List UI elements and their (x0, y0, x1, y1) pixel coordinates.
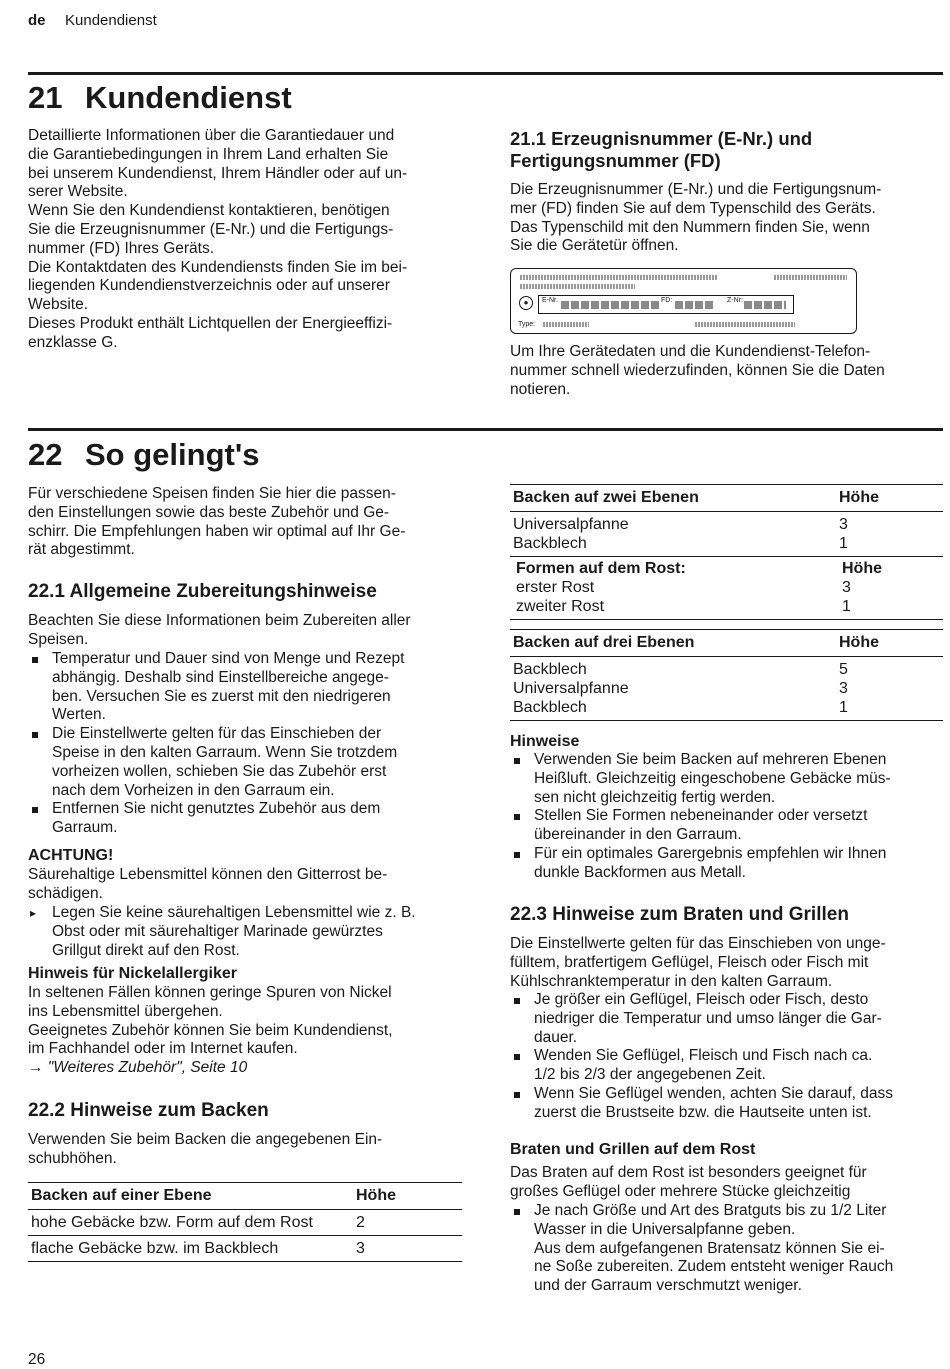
rating-plate-number-box (538, 295, 794, 314)
warning-action: ▸ Legen Sie keine säurehaltigen Lebensmittel wie z. B. Obst oder mit säurehaltiger Marinade gewürztes Grillgut direkt auf den Rost. (28, 904, 478, 960)
table-row (510, 578, 943, 597)
section-21-title (28, 80, 292, 116)
table-header-cell: Höhe (356, 1187, 396, 1204)
rost-body: Das Braten auf dem Rost ist besonders geeignet für großes Geflügel oder mehrere Stücke gleichzeitig (510, 1164, 867, 1200)
table-cell: Backblech (513, 661, 587, 678)
table-cell: 1 (839, 699, 848, 716)
warning-body: Säurehaltige Lebensmittel können den Gitterrost be- schädigen. (28, 866, 388, 902)
table-cell: 3 (839, 516, 848, 533)
warning-title: ACHTUNG! (28, 847, 114, 864)
table-cell: 1 (839, 535, 848, 552)
subsection-21-1-after: Um Ihre Gerätedaten und die Kundendienst-Telefon- nummer schnell wiederzufinden, können Sie die Daten notieren. (510, 343, 885, 398)
table-cell: 5 (839, 661, 848, 678)
table-row (510, 698, 943, 721)
rating-plate-fd-label: FD: (661, 297, 673, 304)
table-subheader-cell: Höhe (842, 560, 882, 577)
section-22-title (28, 437, 259, 473)
table-cell: erster Rost (516, 579, 595, 596)
table-cell: hohe Gebäcke bzw. Form auf dem Rost (31, 1214, 313, 1231)
page-number: 26 (28, 1351, 46, 1368)
table-row (510, 512, 943, 535)
table-two-levels (510, 484, 943, 620)
baking-tips-list (510, 751, 942, 883)
table-cell: 3 (356, 1240, 365, 1257)
table-row (510, 534, 943, 557)
table-subheader-cell: Formen auf dem Rost: (516, 560, 686, 577)
table-cell: 1 (842, 598, 851, 615)
section-22-intro: Für verschiedene Speisen finden Sie hier die passen- den Einstellungen sowie das beste Zubehör und Ge- schirr. Die Empfehlungen haben wir optimal auf Ihr Ge- rät abgestimmt. (28, 485, 406, 559)
table-cell: Backblech (513, 535, 587, 552)
accessory-cross-reference[interactable]: → "Weiteres Zubehör", Seite 10 (28, 1059, 248, 1076)
rating-plate-type-label: Type: (518, 321, 536, 328)
table-row (510, 657, 943, 680)
section-21-body: Detaillierte Informationen über die Garantiedauer und die Garantiebedingungen in Ihrem Land erhalten Sie bei unserem Kundendienst, Ihrem Händler oder auf un- serer Website. Wenn Sie den Kundendienst kontaktieren, benötigen Sie die Erzeugnisnummer (E-Nr.) und die Fertigungs- nummer (FD) Ihres Geräts. Die Kontaktdaten des Kundendiensts finden Sie im bei- liegenden Kundendienstverzeichnis oder auf unserer Website. Dieses Produkt enthält Lichtquellen der Energieeffizi- enzklasse G. (28, 127, 408, 351)
subsection-21-1-body: Die Erzeugnisnummer (E-Nr.) und die Fertigungsnum- mer (FD) finden Sie auf dem Typenschild des Geräts. Das Typenschild mit den Nummern finden Sie, wenn Sie die Gerätetür öffnen. (510, 181, 882, 255)
section-21-heading: Kundendienst (85, 80, 292, 115)
list-item: Für ein optimales Garergebnis empfehlen wir Ihnen dunkle Backformen aus Metall. (510, 845, 942, 883)
header-language: de (28, 12, 46, 29)
list-item: Je nach Größe und Art des Bratguts bis zu 1/2 Liter Wasser in die Universalpfanne geben. Aus dem aufgefangenen Bratensatz können Sie ei- ne Soße zubereiten. Zudem entsteht weniger Rauch und der Garraum verschmutzt weniger. (510, 1202, 942, 1296)
subsection-22-1-bullets (28, 650, 478, 838)
table-cell: Universalpfanne (513, 516, 629, 533)
section-divider-21 (28, 72, 943, 75)
section-divider-22 (28, 428, 943, 431)
rost-title: Braten und Grillen auf dem Rost (510, 1141, 756, 1158)
rating-plate-enr-label: E-Nr. (542, 297, 558, 304)
rating-plate-illustration (510, 268, 857, 334)
table-row (28, 1236, 462, 1262)
table-one-level (28, 1182, 462, 1262)
nickel-note-body: In seltenen Fällen können geringe Spuren von Nickel ins Lebensmittel übergehen. Geeignetes Zubehör können Sie beim Kundendienst, im Fachhandel oder im Internet kaufen. (28, 984, 393, 1058)
subsection-22-1-body: Beachten Sie diese Informationen beim Zubereiten aller Speisen. (28, 612, 411, 648)
rating-plate-znr-label: Z-Nr: (727, 297, 743, 304)
list-item: Wenn Sie Geflügel wenden, achten Sie darauf, dass zuerst die Brustseite bzw. die Hautseite unten ist. (510, 1085, 942, 1123)
header-section: Kundendienst (65, 12, 157, 29)
table-header-cell: Backen auf einer Ebene (31, 1187, 212, 1204)
list-item: Entfernen Sie nicht genutztes Zubehör aus dem Garraum. (28, 800, 478, 838)
table-cell: 2 (356, 1214, 365, 1231)
table-cell: zweiter Rost (516, 598, 605, 615)
section-21-number: 21 (28, 80, 63, 115)
section-22-heading: So gelingt's (85, 437, 260, 472)
rost-bullets (510, 1202, 942, 1296)
subsection-22-3-title: 22.3 Hinweise zum Braten und Grillen (510, 904, 849, 925)
table-row (510, 679, 943, 698)
table-header-cell: Backen auf zwei Ebenen (513, 489, 699, 506)
subsection-22-3-body: Die Einstellwerte gelten für das Einschieben von unge- fülltem, bratfertigem Geflügel, Fleisch oder Fisch mit Kühlschranktemperatur in den kalten Garraum. (510, 935, 886, 990)
table-cell: 3 (839, 680, 848, 697)
list-item: Je größer ein Geflügel, Fleisch oder Fisch, desto niedriger die Temperatur und umso länger die Gar- dauer. (510, 991, 942, 1047)
table-cell: 3 (842, 579, 851, 596)
subsection-22-1-title: 22.1 Allgemeine Zubereitungshinweise (28, 581, 377, 602)
table-cell: Universalpfanne (513, 680, 629, 697)
table-three-levels (510, 629, 943, 721)
subsection-22-2-body: Verwenden Sie beim Backen die angegebenen Ein- schubhöhen. (28, 1131, 383, 1167)
nickel-note-title: Hinweis für Nickelallergiker (28, 965, 237, 982)
table-cell: flache Gebäcke bzw. im Backblech (31, 1240, 279, 1257)
table-row (510, 597, 943, 620)
subsection-22-3-bullets (510, 991, 942, 1123)
section-22-number: 22 (28, 437, 63, 472)
certification-icon: ● (519, 296, 533, 310)
table-header-cell: Backen auf drei Ebenen (513, 634, 695, 651)
list-item: Wenden Sie Geflügel, Fleisch und Fisch nach ca. 1/2 bis 2/3 der angegebenen Zeit. (510, 1047, 942, 1085)
table-cell: Backblech (513, 699, 587, 716)
baking-tips-title: Hinweise (510, 733, 580, 750)
subsection-21-1-title: 21.1 Erzeugnisnummer (E-Nr.) und Fertigungsnummer (FD) (510, 128, 813, 171)
table-header-cell: Höhe (839, 489, 879, 506)
list-item: Stellen Sie Formen nebeneinander oder versetzt übereinander in den Garraum. (510, 807, 942, 845)
subsection-22-2-title: 22.2 Hinweise zum Backen (28, 1100, 269, 1121)
table-header-cell: Höhe (839, 634, 879, 651)
list-item: Verwenden Sie beim Backen auf mehreren Ebenen Heißluft. Gleichzeitig eingeschobene Gebäcke müs- sen nicht gleichzeitig fertig werden. (510, 751, 942, 807)
list-item: Die Einstellwerte gelten für das Einschieben der Speise in den kalten Garraum. Wenn Sie trotzdem vorheizen wollen, schieben Sie das Zubehör erst nach dem Vorheizen in den Garraum ein. (28, 725, 478, 800)
list-item: Temperatur und Dauer sind von Menge und Rezept abhängig. Deshalb sind Einstellbereiche angege- ben. Versuchen Sie es zuerst mit den niedrigeren Werten. (28, 650, 478, 725)
table-row (28, 1210, 462, 1236)
